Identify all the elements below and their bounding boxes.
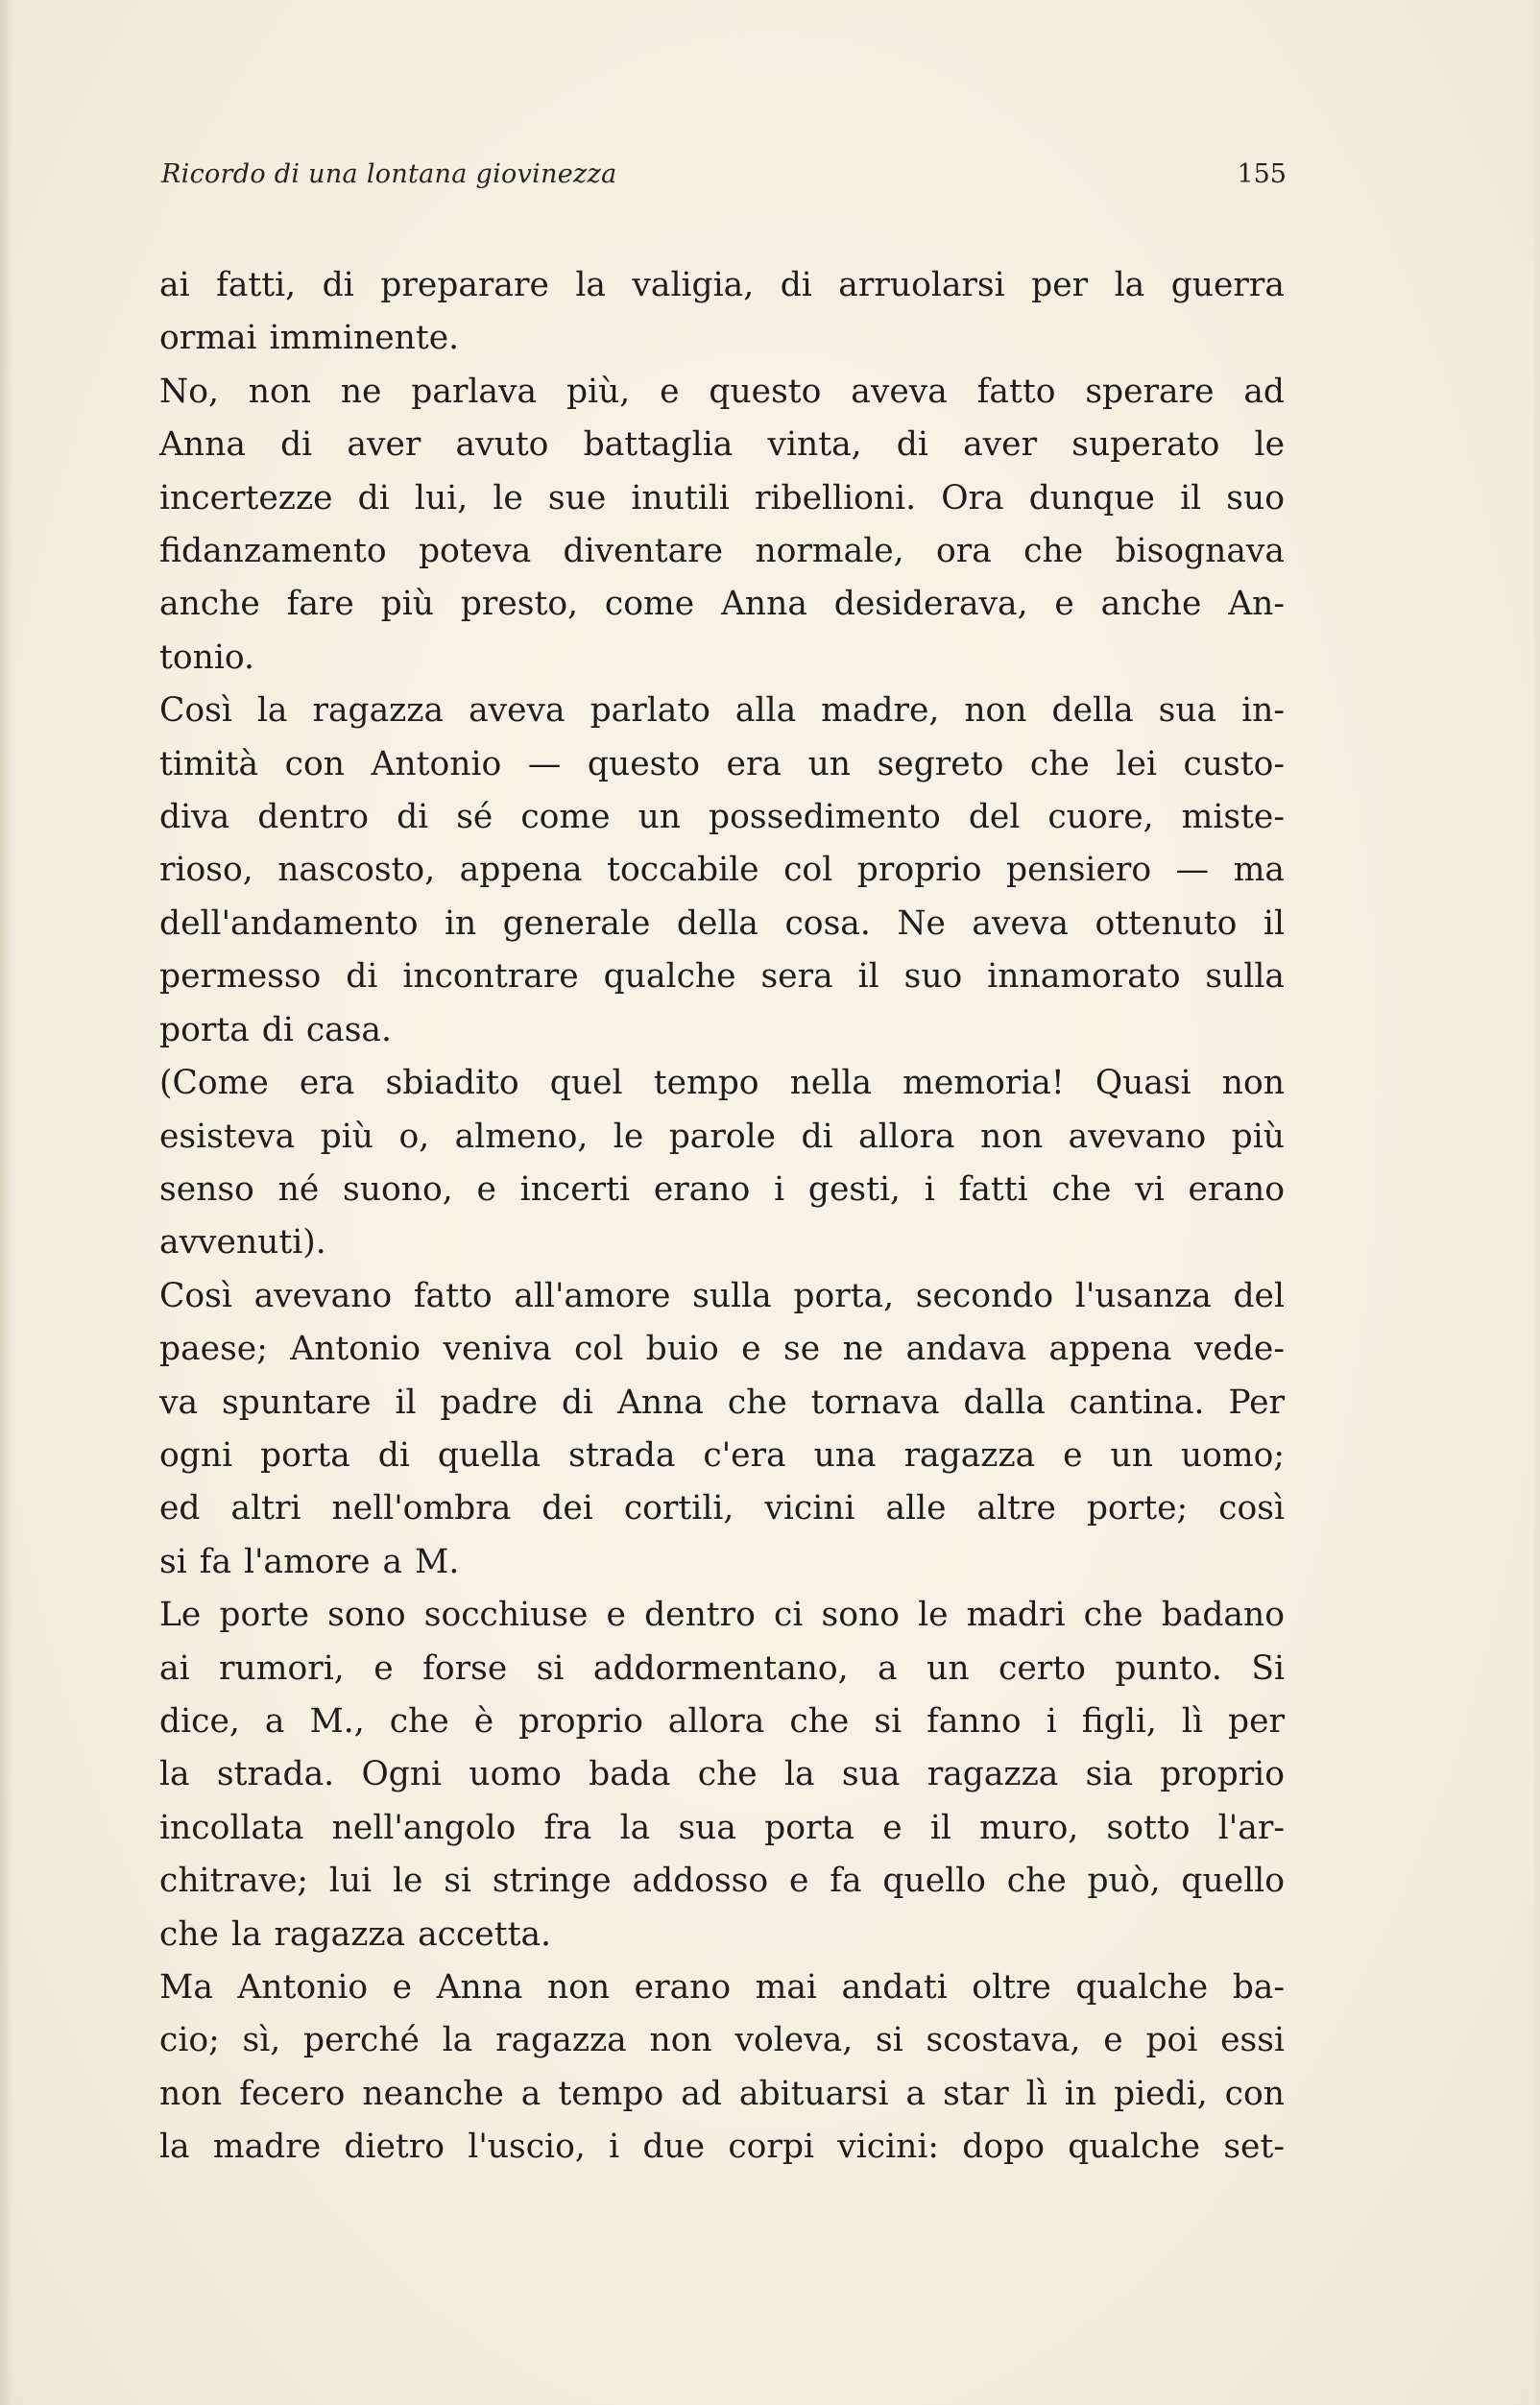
text-line: esisteva più o, almeno, le parole di allora non avevano più: [159, 1117, 1285, 1156]
text-line: Così avevano fatto all'amore sulla porta, secondo l'usanza del: [159, 1276, 1285, 1315]
text-line: la strada. Ogni uomo bada che la sua ragazza sia proprio: [159, 1755, 1285, 1794]
paragraph: [159, 259, 1285, 366]
text-line: ormai imminente.: [159, 319, 460, 358]
text-line: tonio.: [159, 637, 255, 677]
text-line: ai fatti, di preparare la valigia, di arruolarsi per la guerra: [159, 266, 1285, 304]
text-line: ogni porta di quella strada c'era una ragazza e un uomo;: [159, 1435, 1285, 1475]
page-edge: [1532, 0, 1540, 2405]
text-line: rioso, nascosto, appena toccabile col proprio pensiero — ma: [159, 851, 1285, 890]
text-line: Così la ragazza aveva parlato alla madre, non della sua in-: [159, 691, 1285, 731]
text-line: che la ragazza accetta.: [159, 1914, 551, 1954]
text-line: timità con Antonio — questo era un segreto che lei custo-: [159, 744, 1285, 783]
paragraph: [159, 1057, 1285, 1270]
paragraph: [159, 1589, 1285, 1961]
text-line: incertezze di lui, le sue inutili ribellioni. Ora dunque il suo: [159, 478, 1285, 517]
text-line: chitrave; lui le si stringe addosso e fa quello che può, quello: [159, 1862, 1285, 1901]
text-line: ed altri nell'ombra dei cortili, vicini alle altre porte; così: [159, 1489, 1285, 1528]
text-line: senso né suono, e incerti erano i gesti, i fatti che vi erano: [159, 1169, 1285, 1209]
text-line: Ma Antonio e Anna non erano mai andati oltre qualche ba-: [159, 1968, 1285, 2007]
text-line: No, non ne parlava più, e questo aveva fatto sperare ad: [159, 372, 1285, 411]
text-line: incollata nell'angolo fra la sua porta e il muro, sotto l'ar-: [159, 1808, 1285, 1847]
text-line: Le porte sono socchiuse e dentro ci sono le madri che badano: [159, 1596, 1285, 1635]
text-line: dice, a M., che è proprio allora che si fanno i figli, lì per: [159, 1701, 1285, 1741]
text-line: (Come era sbiadito quel tempo nella memoria! Quasi non: [159, 1064, 1285, 1103]
spine-shadow: [0, 0, 13, 2405]
paragraph: [159, 1270, 1285, 1589]
text-line: cio; sì, perché la ragazza non voleva, si scostava, e poi essi: [159, 2021, 1285, 2060]
page-number: 155: [1237, 159, 1287, 189]
text-line: si fa l'amore a M.: [159, 1542, 460, 1581]
text-line: porta di casa.: [159, 1010, 392, 1049]
text-line: dell'andamento in generale della cosa. Ne aveva ottenuto il: [159, 903, 1285, 943]
text-line: permesso di incontrare qualche sera il suo innamorato sulla: [159, 957, 1285, 997]
text-line: paese; Antonio veniva col buio e se ne andava appena vede-: [159, 1330, 1285, 1369]
paragraph: [159, 366, 1285, 685]
text-line: anche fare più presto, come Anna desiderava, e anche An-: [159, 585, 1285, 624]
text-line: diva dentro di sé come un possedimento del cuore, miste-: [159, 798, 1285, 837]
text-line: non fecero neanche a tempo ad abituarsi a star lì in piedi, con: [159, 2074, 1285, 2113]
paragraph: [159, 1961, 1285, 2175]
text-line: la madre dietro l'uscio, i due corpi vicini: dopo qualche set-: [159, 2128, 1285, 2167]
body-text: [159, 259, 1285, 2175]
text-line: va spuntare il padre di Anna che tornava dalla cantina. Per: [159, 1383, 1285, 1422]
running-title: Ricordo di una lontana giovinezza: [161, 159, 617, 189]
running-head: [161, 159, 1287, 202]
text-line: avvenuti).: [159, 1223, 326, 1263]
text-line: Anna di aver avuto battaglia vinta, di aver superato le: [159, 425, 1285, 465]
text-line: fidanzamento poteva diventare normale, ora che bisognava: [159, 532, 1285, 571]
text-line: ai rumori, e forse si addormentano, a un certo punto. Si: [159, 1648, 1285, 1688]
paragraph: [159, 685, 1285, 1057]
